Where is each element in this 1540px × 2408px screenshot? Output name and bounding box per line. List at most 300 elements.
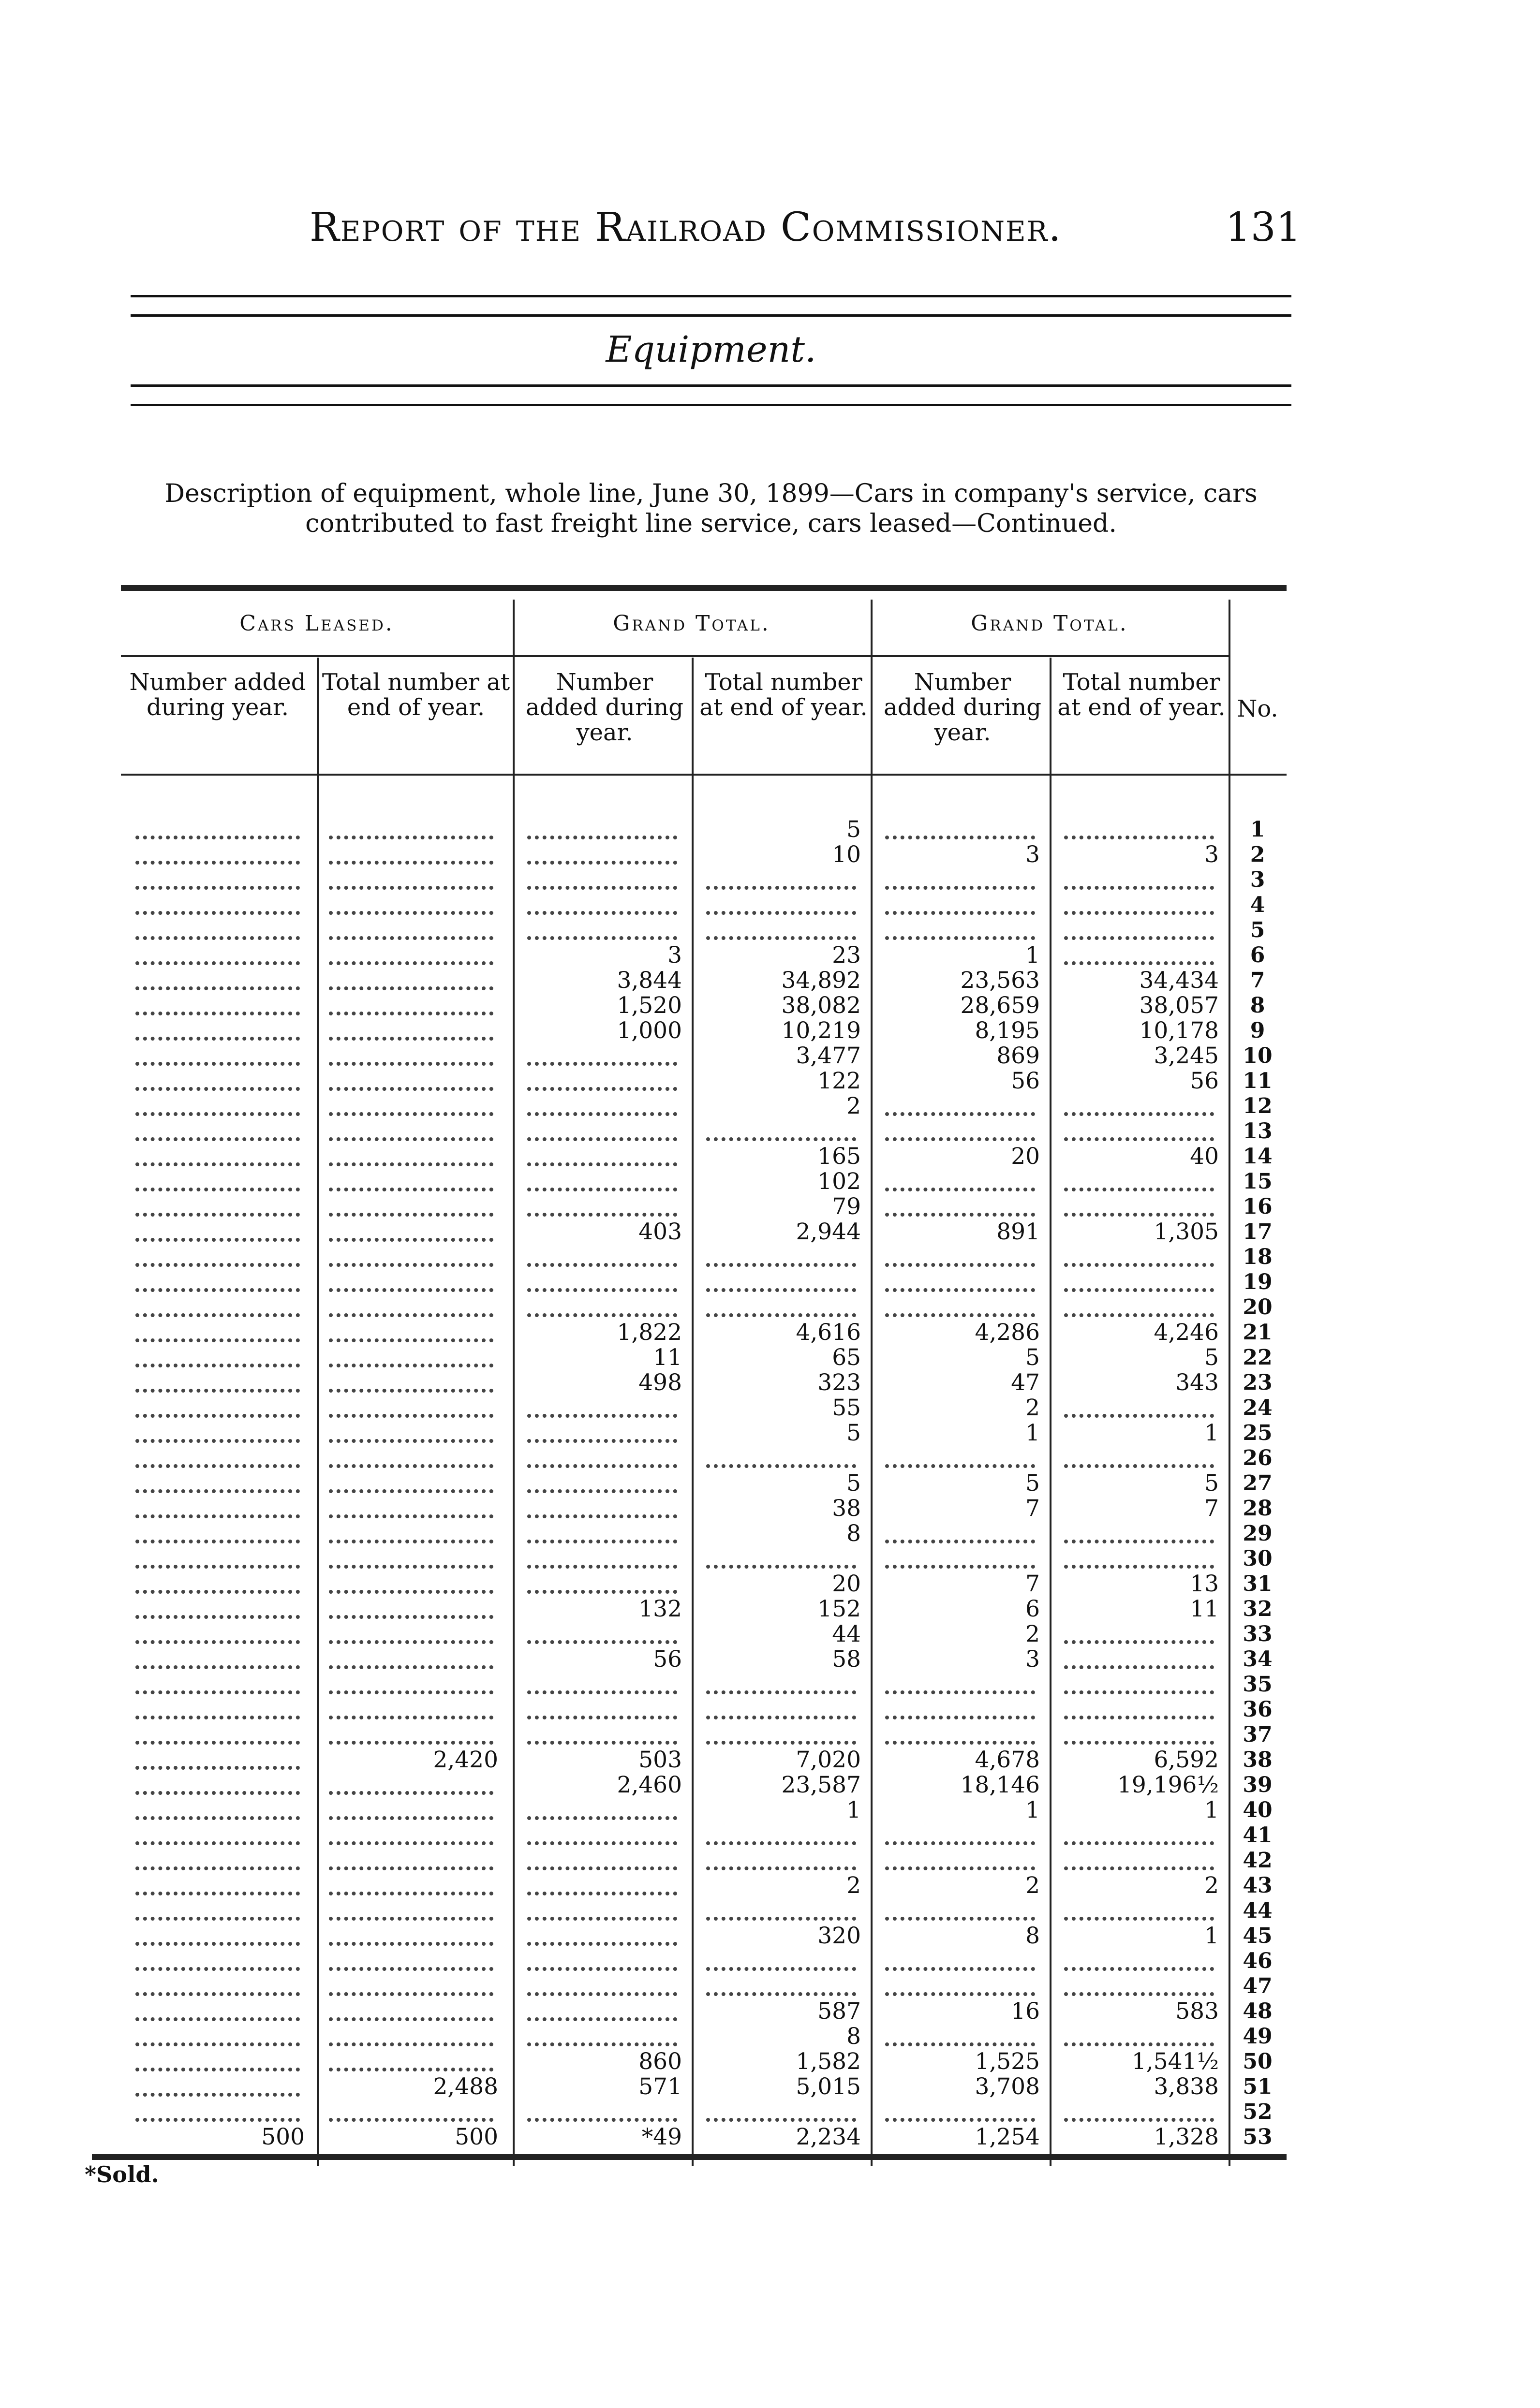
leader-dots: [329, 1052, 493, 1066]
cell-c4: 38: [832, 1495, 861, 1522]
leader-dots: [706, 1907, 856, 1921]
cell-c6: 5: [1204, 1344, 1219, 1371]
leader-dots: [329, 1932, 493, 1946]
leader-dots: [1064, 1128, 1214, 1141]
table-row: [121, 2049, 1287, 2074]
group-head-rule: [121, 655, 1229, 657]
cell-c4: 20: [832, 1571, 861, 1597]
leader-dots: [885, 876, 1035, 890]
cell-c5: 4,286: [975, 1319, 1040, 1346]
row-number: 34: [1243, 1647, 1273, 1672]
leader-dots: [885, 1957, 1035, 1971]
table-row: [121, 1245, 1287, 1270]
cell-c3: 3,844: [617, 967, 682, 994]
leader-dots: [1064, 2108, 1214, 2122]
leader-dots: [706, 1706, 856, 1719]
cell-c3: 498: [638, 1369, 682, 1396]
leader-dots: [885, 1857, 1035, 1870]
cell-c3: 860: [638, 2048, 682, 2075]
table-row: [121, 1421, 1287, 1446]
cell-c4: 2: [846, 1872, 861, 1899]
table-bottom-rule: [92, 2154, 1287, 2160]
section-title: Equipment.: [606, 329, 816, 370]
leader-dots: [135, 1379, 300, 1393]
row-number: 41: [1243, 1823, 1273, 1848]
leader-dots: [135, 851, 300, 865]
leader-dots: [135, 1957, 300, 1971]
leader-dots: [527, 1153, 677, 1166]
row-number: 12: [1243, 1094, 1273, 1118]
leader-dots: [1064, 1706, 1214, 1719]
leader-dots: [885, 926, 1035, 940]
table-row: [121, 1923, 1287, 1949]
row-number: 23: [1243, 1370, 1273, 1395]
cell-c4: 3,477: [796, 1042, 861, 1069]
row-number: 51: [1243, 2074, 1273, 2099]
leader-dots: [527, 1580, 677, 1594]
table-row: [121, 1069, 1287, 1094]
cell-c4: 1,582: [796, 2048, 861, 2075]
table-row: [121, 1119, 1287, 1144]
cell-c6: 583: [1175, 1998, 1219, 2025]
leader-dots: [135, 1002, 300, 1015]
leader-dots: [329, 1027, 493, 1041]
leader-dots: [135, 2083, 300, 2097]
leader-dots: [706, 1454, 856, 1468]
row-number: 20: [1243, 1295, 1273, 1320]
leader-dots: [885, 1706, 1035, 1719]
leader-dots: [527, 1530, 677, 1543]
leader-dots: [527, 1982, 677, 1996]
table-row: [121, 1898, 1287, 1923]
table-row: [121, 1169, 1287, 1194]
cell-c3: 3: [667, 942, 682, 969]
cell-c6: 34,434: [1139, 967, 1219, 994]
leader-dots: [329, 2033, 493, 2046]
cell-c4: 122: [817, 1068, 861, 1094]
leader-dots: [527, 1957, 677, 1971]
leader-dots: [329, 1605, 493, 1619]
leader-dots: [1064, 1102, 1214, 1116]
leader-dots: [885, 1530, 1035, 1543]
cell-c5: 3: [1025, 1646, 1040, 1673]
leader-dots: [135, 1982, 300, 1996]
row-number: 11: [1243, 1069, 1273, 1093]
leader-dots: [527, 901, 677, 915]
leader-dots: [527, 2033, 677, 2046]
leader-dots: [135, 1354, 300, 1367]
row-number: 26: [1243, 1446, 1273, 1470]
leader-dots: [329, 1278, 493, 1292]
leader-dots: [1064, 952, 1214, 965]
cell-c5: 5: [1025, 1470, 1040, 1497]
leader-dots: [527, 1253, 677, 1267]
row-number: 50: [1243, 2049, 1273, 2074]
table-row: [121, 1295, 1287, 1320]
leader-dots: [135, 1304, 300, 1317]
leader-dots: [329, 1228, 493, 1242]
leader-dots: [329, 1832, 493, 1845]
cell-c5: 1,525: [975, 2048, 1040, 2075]
cell-c5: 7: [1025, 1571, 1040, 1597]
table-row: [121, 1571, 1287, 1597]
row-number: 9: [1250, 1018, 1265, 1043]
leader-dots: [885, 1731, 1035, 1745]
row-number: 4: [1250, 893, 1265, 917]
table-row: [121, 1622, 1287, 1647]
row-number: 19: [1243, 1270, 1273, 1294]
leader-dots: [329, 1555, 493, 1569]
leader-dots: [329, 1681, 493, 1694]
equipment-table: [121, 585, 1287, 2166]
table-row: [121, 1848, 1287, 1873]
leader-dots: [706, 1128, 856, 1141]
leader-dots: [329, 876, 493, 890]
cell-c5: 5: [1025, 1344, 1040, 1371]
leader-dots: [329, 1404, 493, 1418]
section-rule-bottom: [131, 404, 1291, 406]
row-number: 28: [1243, 1496, 1273, 1521]
leader-dots: [135, 1756, 300, 1770]
row-number: 1: [1250, 817, 1265, 842]
cell-c3: 2,460: [617, 1772, 682, 1798]
leader-dots: [527, 1505, 677, 1518]
row-number: 44: [1243, 1898, 1273, 1923]
leader-dots: [527, 1178, 677, 1191]
row-number: 22: [1243, 1345, 1273, 1370]
section-rule-top: [131, 384, 1291, 387]
row-number: 7: [1250, 968, 1265, 993]
leader-dots: [329, 1781, 493, 1795]
cell-c6: 1: [1204, 1923, 1219, 1949]
cell-c5: 869: [996, 1042, 1040, 1069]
cell-c5: 4,678: [975, 1747, 1040, 1773]
cell-c4: 34,892: [781, 967, 861, 994]
leader-dots: [706, 876, 856, 890]
leader-dots: [885, 1102, 1035, 1116]
footnote: *Sold.: [85, 2161, 159, 2188]
leader-dots: [1064, 2033, 1214, 2046]
leader-dots: [135, 1102, 300, 1116]
leader-dots: [329, 2008, 493, 2021]
row-number: 8: [1250, 993, 1265, 1018]
table-row: [121, 943, 1287, 968]
row-number: 15: [1243, 1169, 1273, 1194]
cell-c4: 7,020: [796, 1747, 861, 1773]
cell-c6: 1,305: [1154, 1219, 1219, 1245]
leader-dots: [885, 901, 1035, 915]
cell-c6: 1,541½: [1131, 2048, 1219, 2075]
cell-c5: 28,659: [960, 992, 1040, 1019]
table-row: [121, 2100, 1287, 2125]
row-number: 5: [1250, 918, 1265, 942]
leader-dots: [135, 1806, 300, 1820]
cell-c4: 10: [832, 841, 861, 868]
leader-dots: [135, 1781, 300, 1795]
cell-c6: 2: [1204, 1872, 1219, 1899]
row-number: 47: [1243, 1974, 1273, 1998]
leader-dots: [1064, 1681, 1214, 1694]
row-number: 29: [1243, 1521, 1273, 1546]
cell-c2: 500: [455, 2124, 498, 2150]
row-number: 2: [1250, 842, 1265, 867]
cell-c5: 2: [1025, 1621, 1040, 1647]
leader-dots: [135, 2008, 300, 2021]
cell-c5: 8: [1025, 1923, 1040, 1949]
leader-dots: [329, 1530, 493, 1543]
leader-dots: [329, 1907, 493, 1921]
leader-dots: [527, 1706, 677, 1719]
cell-c3: *49: [641, 2124, 682, 2150]
row-number: 30: [1243, 1546, 1273, 1571]
cell-c5: 6: [1025, 1596, 1040, 1622]
leader-dots: [329, 901, 493, 915]
leader-dots: [135, 901, 300, 915]
leader-dots: [135, 1052, 300, 1066]
leader-dots: [329, 952, 493, 965]
table-row: [121, 1974, 1287, 1999]
leader-dots: [1064, 1731, 1214, 1745]
row-number: 21: [1243, 1320, 1273, 1345]
leader-dots: [527, 1404, 677, 1418]
leader-dots: [329, 1253, 493, 1267]
leader-dots: [135, 1404, 300, 1418]
leader-dots: [329, 851, 493, 865]
leader-dots: [135, 1580, 300, 1594]
leader-dots: [885, 1907, 1035, 1921]
cell-c3: 1,822: [617, 1319, 682, 1346]
leader-dots: [329, 1480, 493, 1493]
table-row: [121, 993, 1287, 1018]
cell-c4: 23,587: [781, 1772, 861, 1798]
leader-dots: [329, 1203, 493, 1217]
leader-dots: [706, 1278, 856, 1292]
leader-dots: [1064, 1982, 1214, 1996]
cell-c6: 10,178: [1139, 1017, 1219, 1044]
cell-c3: 1,000: [617, 1017, 682, 1044]
cell-c4: 44: [832, 1621, 861, 1647]
leader-dots: [527, 1304, 677, 1317]
leader-dots: [329, 1656, 493, 1669]
leader-dots: [527, 2008, 677, 2021]
table-row: [121, 1395, 1287, 1421]
leader-dots: [329, 1957, 493, 1971]
cell-c4: 5: [846, 816, 861, 843]
leader-dots: [135, 1882, 300, 1895]
cell-c3: 503: [638, 1747, 682, 1773]
cell-c6: 4,246: [1154, 1319, 1219, 1346]
cell-c5: 2: [1025, 1872, 1040, 1899]
col-head-grand1-total: Total number at end of year.: [699, 669, 868, 721]
cell-c5: 16: [1011, 1998, 1040, 2025]
row-number: 27: [1243, 1471, 1273, 1496]
cell-c3: 1,520: [617, 992, 682, 1019]
row-number: 33: [1243, 1622, 1273, 1646]
leader-dots: [329, 1128, 493, 1141]
cell-c2: 2,420: [433, 1747, 498, 1773]
leader-dots: [135, 1656, 300, 1669]
leader-dots: [527, 1806, 677, 1820]
leader-dots: [135, 1832, 300, 1845]
row-number: 10: [1243, 1043, 1273, 1068]
leader-dots: [135, 1329, 300, 1342]
leader-dots: [527, 1555, 677, 1569]
leader-dots: [706, 1982, 856, 1996]
leader-dots: [1064, 1857, 1214, 1870]
leader-dots: [329, 1178, 493, 1191]
leader-dots: [1064, 1253, 1214, 1267]
leader-dots: [329, 1102, 493, 1116]
leader-dots: [135, 1731, 300, 1745]
cell-c5: 56: [1011, 1068, 1040, 1094]
cell-c5: 23,563: [960, 967, 1040, 994]
leader-dots: [527, 1454, 677, 1468]
row-number: 49: [1243, 2024, 1273, 2049]
leader-dots: [329, 826, 493, 839]
row-number: 38: [1243, 1747, 1273, 1772]
cell-c4: 58: [832, 1646, 861, 1673]
leader-dots: [135, 926, 300, 940]
group-head-cars-leased: Cars Leased.: [239, 611, 394, 636]
cell-c4: 23: [832, 942, 861, 969]
cell-c6: 1: [1204, 1797, 1219, 1823]
leader-dots: [706, 1832, 856, 1845]
leader-dots: [135, 952, 300, 965]
table-row: [121, 1672, 1287, 1697]
cell-c5: 8,195: [975, 1017, 1040, 1044]
cell-c4: 152: [817, 1596, 861, 1622]
table-row: [121, 1521, 1287, 1546]
leader-dots: [135, 1429, 300, 1443]
cell-c6: 3: [1204, 841, 1219, 868]
leader-dots: [527, 1203, 677, 1217]
leader-dots: [135, 1530, 300, 1543]
table-row: [121, 1798, 1287, 1823]
row-number: 13: [1243, 1119, 1273, 1144]
table-row: [121, 1597, 1287, 1622]
row-number: 35: [1243, 1672, 1273, 1697]
cell-c4: 10,219: [781, 1017, 861, 1044]
leader-dots: [329, 977, 493, 990]
cell-c4: 1: [846, 1797, 861, 1823]
leader-dots: [329, 1454, 493, 1468]
leader-dots: [135, 1630, 300, 1644]
table-row: [121, 1546, 1287, 1571]
table-row: [121, 1320, 1287, 1345]
table-description: Description of equipment, whole line, June 30, 1899—Cars in company's service, cars contributed to fast freight line service, cars leased—Continued.: [164, 479, 1258, 538]
col-head-leased-total: Total number at end of year.: [322, 669, 510, 721]
cell-c5: 20: [1011, 1143, 1040, 1170]
leader-dots: [527, 1932, 677, 1946]
leader-dots: [135, 1932, 300, 1946]
table-row: [121, 842, 1287, 867]
cell-c4: 8: [846, 1520, 861, 1547]
leader-dots: [135, 826, 300, 839]
row-number: 24: [1243, 1395, 1273, 1420]
cell-c6: 11: [1190, 1596, 1219, 1622]
cell-c5: 1: [1025, 1797, 1040, 1823]
leader-dots: [527, 2108, 677, 2122]
leader-dots: [527, 1731, 677, 1745]
col-head-grand2-total: Total number at end of year.: [1057, 669, 1226, 721]
leader-dots: [706, 1957, 856, 1971]
leader-dots: [135, 1454, 300, 1468]
row-number: 31: [1243, 1571, 1273, 1596]
row-number: 32: [1243, 1597, 1273, 1621]
cell-c4: 5: [846, 1470, 861, 1497]
leader-dots: [706, 926, 856, 940]
cell-c5: 18,146: [960, 1772, 1040, 1798]
table-row: [121, 1747, 1287, 1773]
leader-dots: [885, 1278, 1035, 1292]
leader-dots: [885, 1454, 1035, 1468]
cell-c3: 571: [638, 2073, 682, 2100]
leader-dots: [527, 1052, 677, 1066]
leader-dots: [1064, 1404, 1214, 1418]
leader-dots: [135, 1857, 300, 1870]
leader-dots: [135, 1555, 300, 1569]
leader-dots: [527, 926, 677, 940]
leader-dots: [135, 1077, 300, 1091]
cell-c4: 165: [817, 1143, 861, 1170]
col-head-grand2-added: Number added during year.: [883, 669, 1042, 746]
table-row: [121, 1018, 1287, 1043]
leader-dots: [1064, 1203, 1214, 1217]
leader-dots: [527, 1102, 677, 1116]
row-number: 53: [1243, 2125, 1273, 2149]
leader-dots: [1064, 1178, 1214, 1191]
leader-dots: [329, 1882, 493, 1895]
leader-dots: [329, 1731, 493, 1745]
table-row: [121, 867, 1287, 893]
cell-c4: 323: [817, 1369, 861, 1396]
leader-dots: [885, 2033, 1035, 2046]
table-row: [121, 2074, 1287, 2100]
leader-dots: [329, 1630, 493, 1644]
leader-dots: [135, 1505, 300, 1518]
row-number: 6: [1250, 943, 1265, 968]
table-row: [121, 1471, 1287, 1496]
leader-dots: [885, 2108, 1035, 2122]
cell-c4: 320: [817, 1923, 861, 1949]
page-header: [310, 198, 1301, 256]
table-row: [121, 1773, 1287, 1798]
cell-c4: 55: [832, 1395, 861, 1421]
row-number: 16: [1243, 1194, 1273, 1219]
cell-c6: 19,196½: [1117, 1772, 1219, 1798]
leader-dots: [135, 1278, 300, 1292]
leader-dots: [329, 1153, 493, 1166]
leader-dots: [135, 1128, 300, 1141]
leader-dots: [1064, 1278, 1214, 1292]
cell-c5: 1: [1025, 942, 1040, 969]
table-row: [121, 1647, 1287, 1672]
table-row: [121, 893, 1287, 918]
cell-c3: 403: [638, 1219, 682, 1245]
running-title: Report of the Railroad Commissioner.: [310, 204, 1062, 250]
leader-dots: [527, 1429, 677, 1443]
col-head-grand1-added: Number added during year.: [525, 669, 684, 746]
leader-dots: [329, 1002, 493, 1015]
cell-c6: 5: [1204, 1470, 1219, 1497]
leader-dots: [885, 1304, 1035, 1317]
row-number: 3: [1250, 867, 1265, 892]
leader-dots: [1064, 1656, 1214, 1669]
table-row: [121, 817, 1287, 842]
table-top-rule: [121, 585, 1287, 591]
leader-dots: [527, 1128, 677, 1141]
cell-c4: 2: [846, 1093, 861, 1119]
